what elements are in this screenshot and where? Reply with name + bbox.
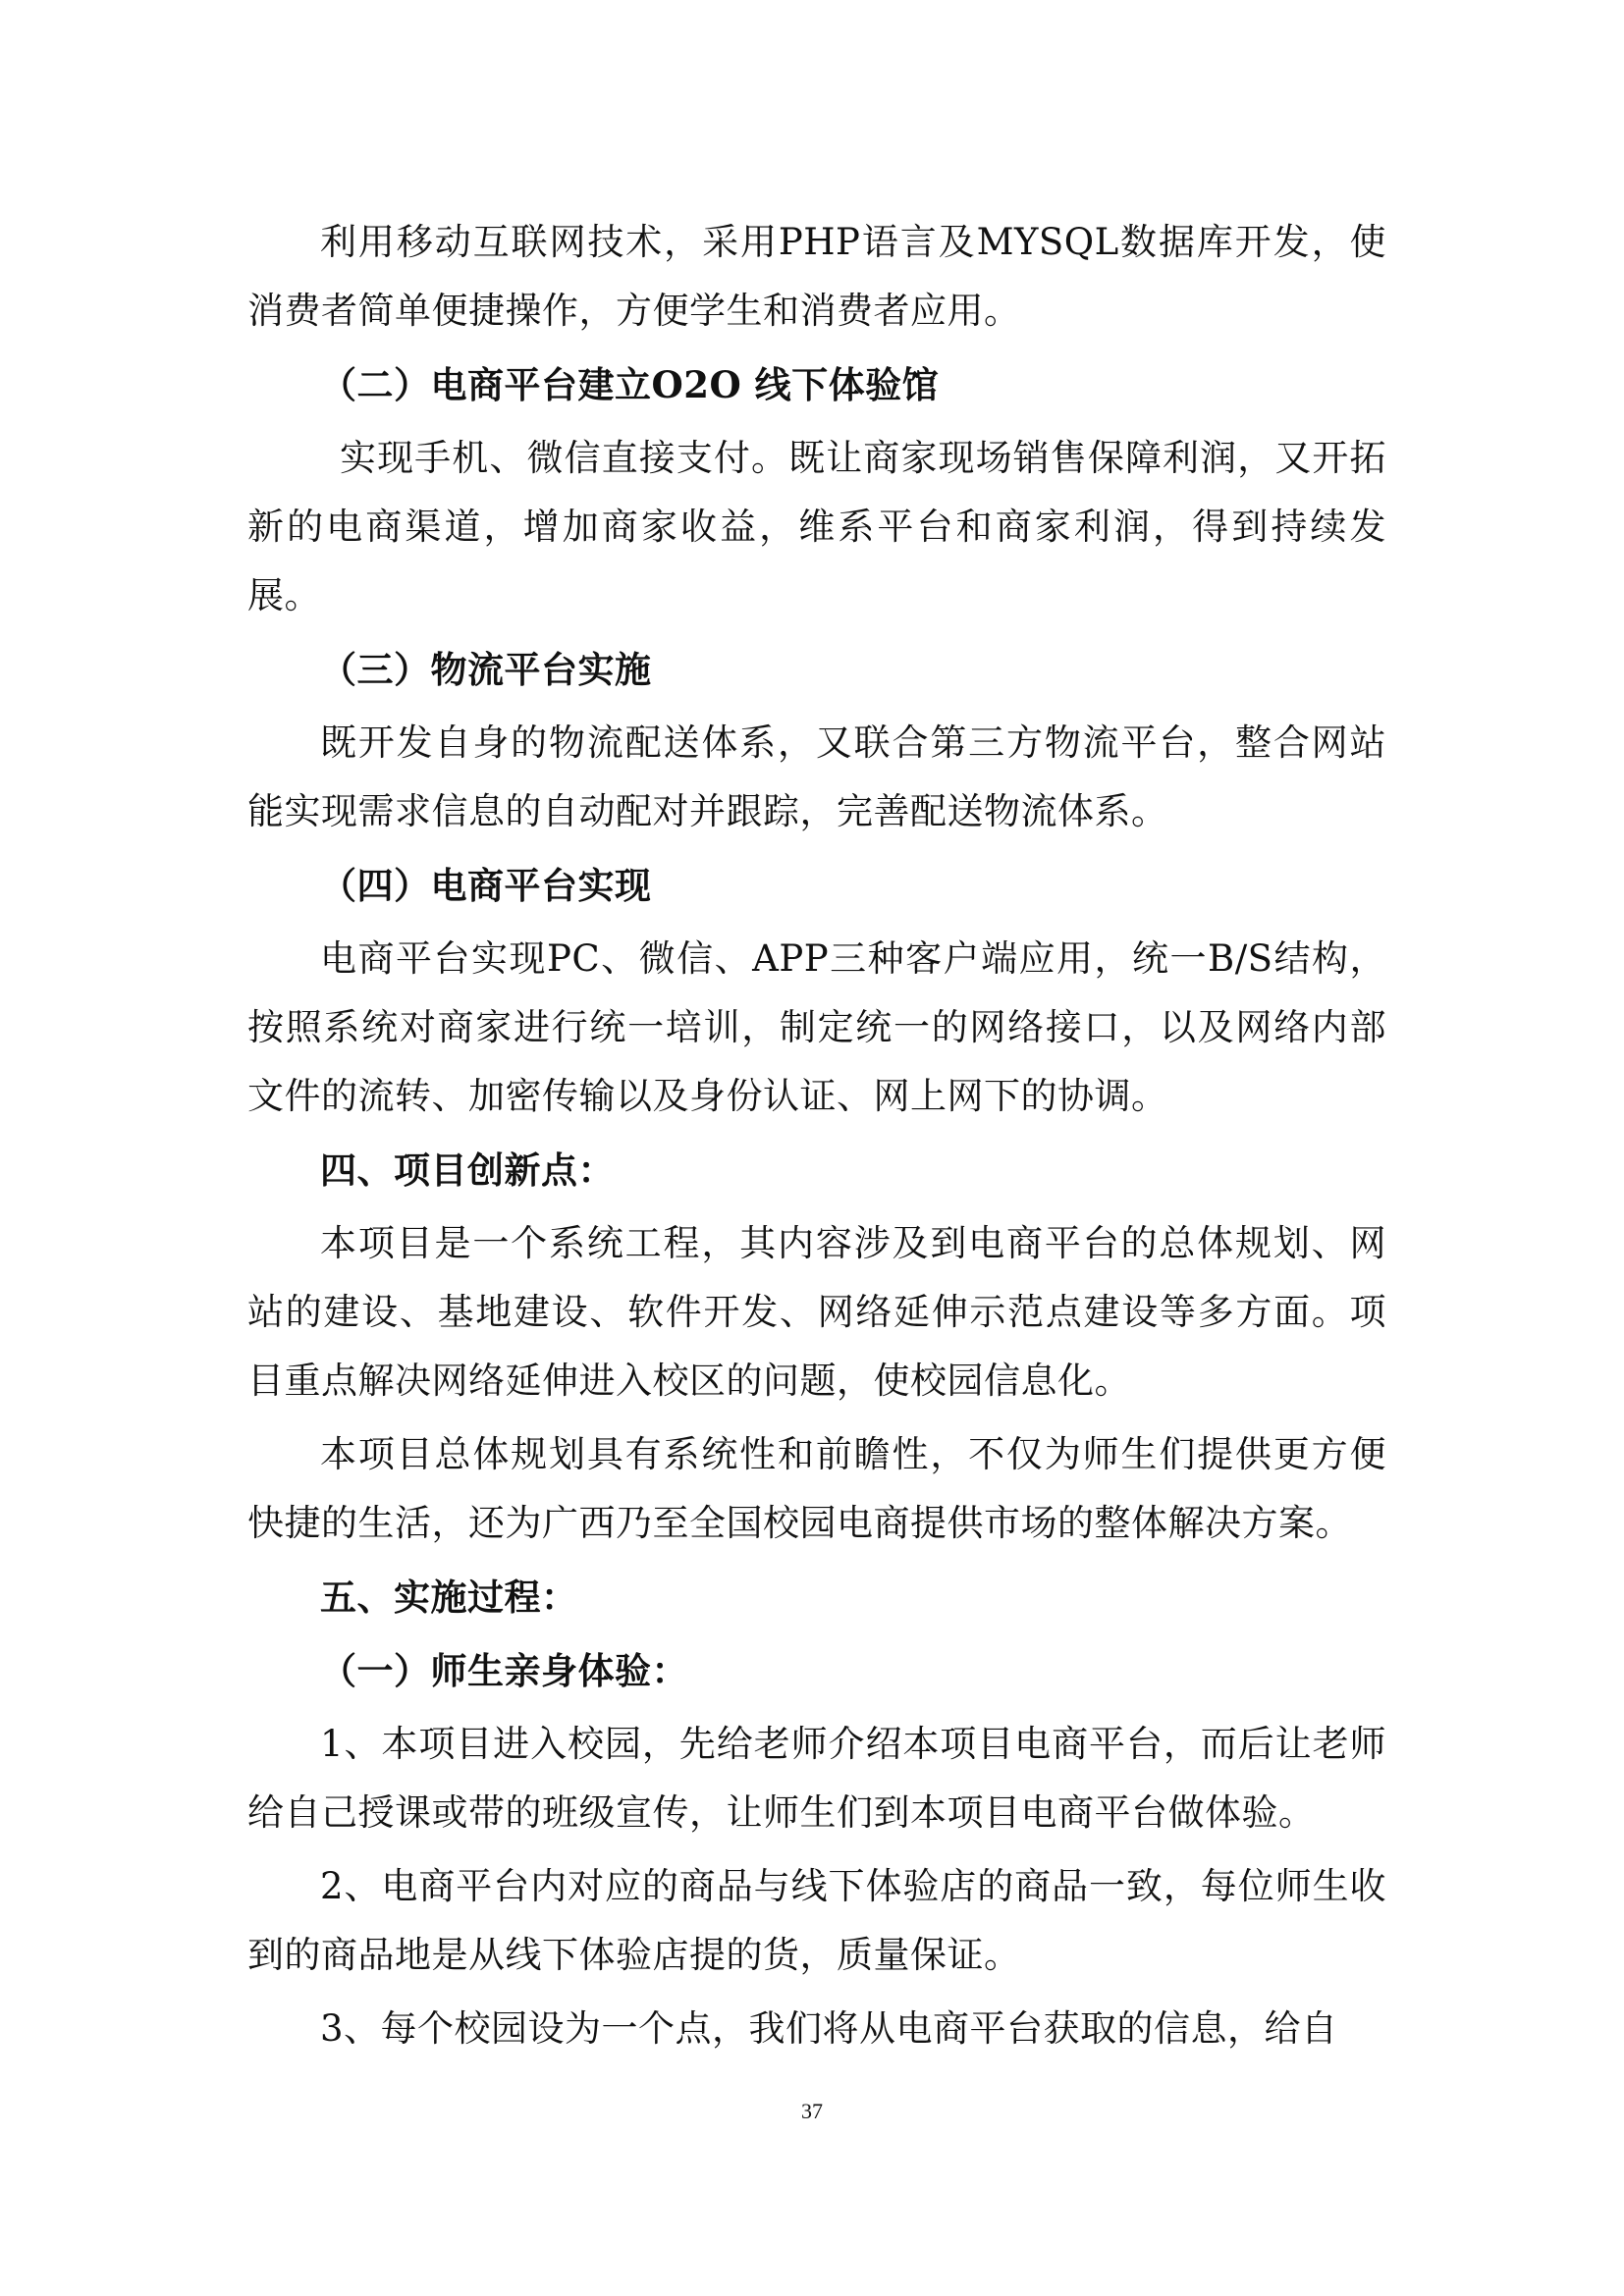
- paragraph-step-2: 2、电商平台内对应的商品与线下体验店的商品一致，每位师生收到的商品地是从线下体验店提的货，质量保证。: [247, 1865, 1386, 1976]
- paragraph-step-1: 1、本项目进入校园，先给老师介绍本项目电商平台，而后让老师给自己授课或带的班级宣传，让师生们到本项目电商平台做体验。: [247, 1723, 1386, 1834]
- paragraph-tech: 利用移动互联网技术，采用PHP语言及MYSQL数据库开发，使消费者简单便捷操作，方便学生和消费者应用。: [247, 221, 1386, 332]
- page-number: 37: [801, 2099, 823, 2123]
- paragraph-innovation-2: 本项目总体规划具有系统性和前瞻性，不仅为师生们提供更方便快捷的生活，还为广西乃至全国校园电商提供市场的整体解决方案。: [247, 1433, 1386, 1544]
- heading-o2o: （二）电商平台建立O2O 线下体验馆: [320, 363, 940, 406]
- page-content: [247, 208, 1386, 2063]
- heading-experience: （一）师生亲身体验：: [320, 1649, 688, 1692]
- paragraph-step-3: 3、每个校园设为一个点，我们将从电商平台获取的信息，给自: [320, 2007, 1338, 2050]
- paragraph-platform: 电商平台实现PC、微信、APP三种客户端应用，统一B/S结构，按照系统对商家进行统一培训，制定统一的网络接口，以及网络内部文件的流转、加密传输以及身份认证、网上网下的协调。: [247, 937, 1386, 1117]
- heading-innovation: 四、项目创新点：: [320, 1148, 615, 1192]
- paragraph-innovation-1: 本项目是一个系统工程，其内容涉及到电商平台的总体规划、网站的建设、基地建设、软件开发、网络延伸示范点建设等多方面。项目重点解决网络延伸进入校区的问题，使校园信息化。: [247, 1222, 1386, 1402]
- paragraph-logistics: 既开发自身的物流配送体系，又联合第三方物流平台，整合网站能实现需求信息的自动配对并跟踪，完善配送物流体系。: [247, 721, 1386, 832]
- paragraph-payment: 实现手机、微信直接支付。既让商家现场销售保障利润，又开拓新的电商渠道，增加商家收益，维系平台和商家利润，得到持续发展。: [247, 437, 1386, 616]
- heading-implementation: 五、实施过程：: [320, 1575, 578, 1619]
- heading-platform: （四）电商平台实现: [320, 864, 652, 907]
- heading-logistics: （三）物流平台实施: [320, 648, 652, 691]
